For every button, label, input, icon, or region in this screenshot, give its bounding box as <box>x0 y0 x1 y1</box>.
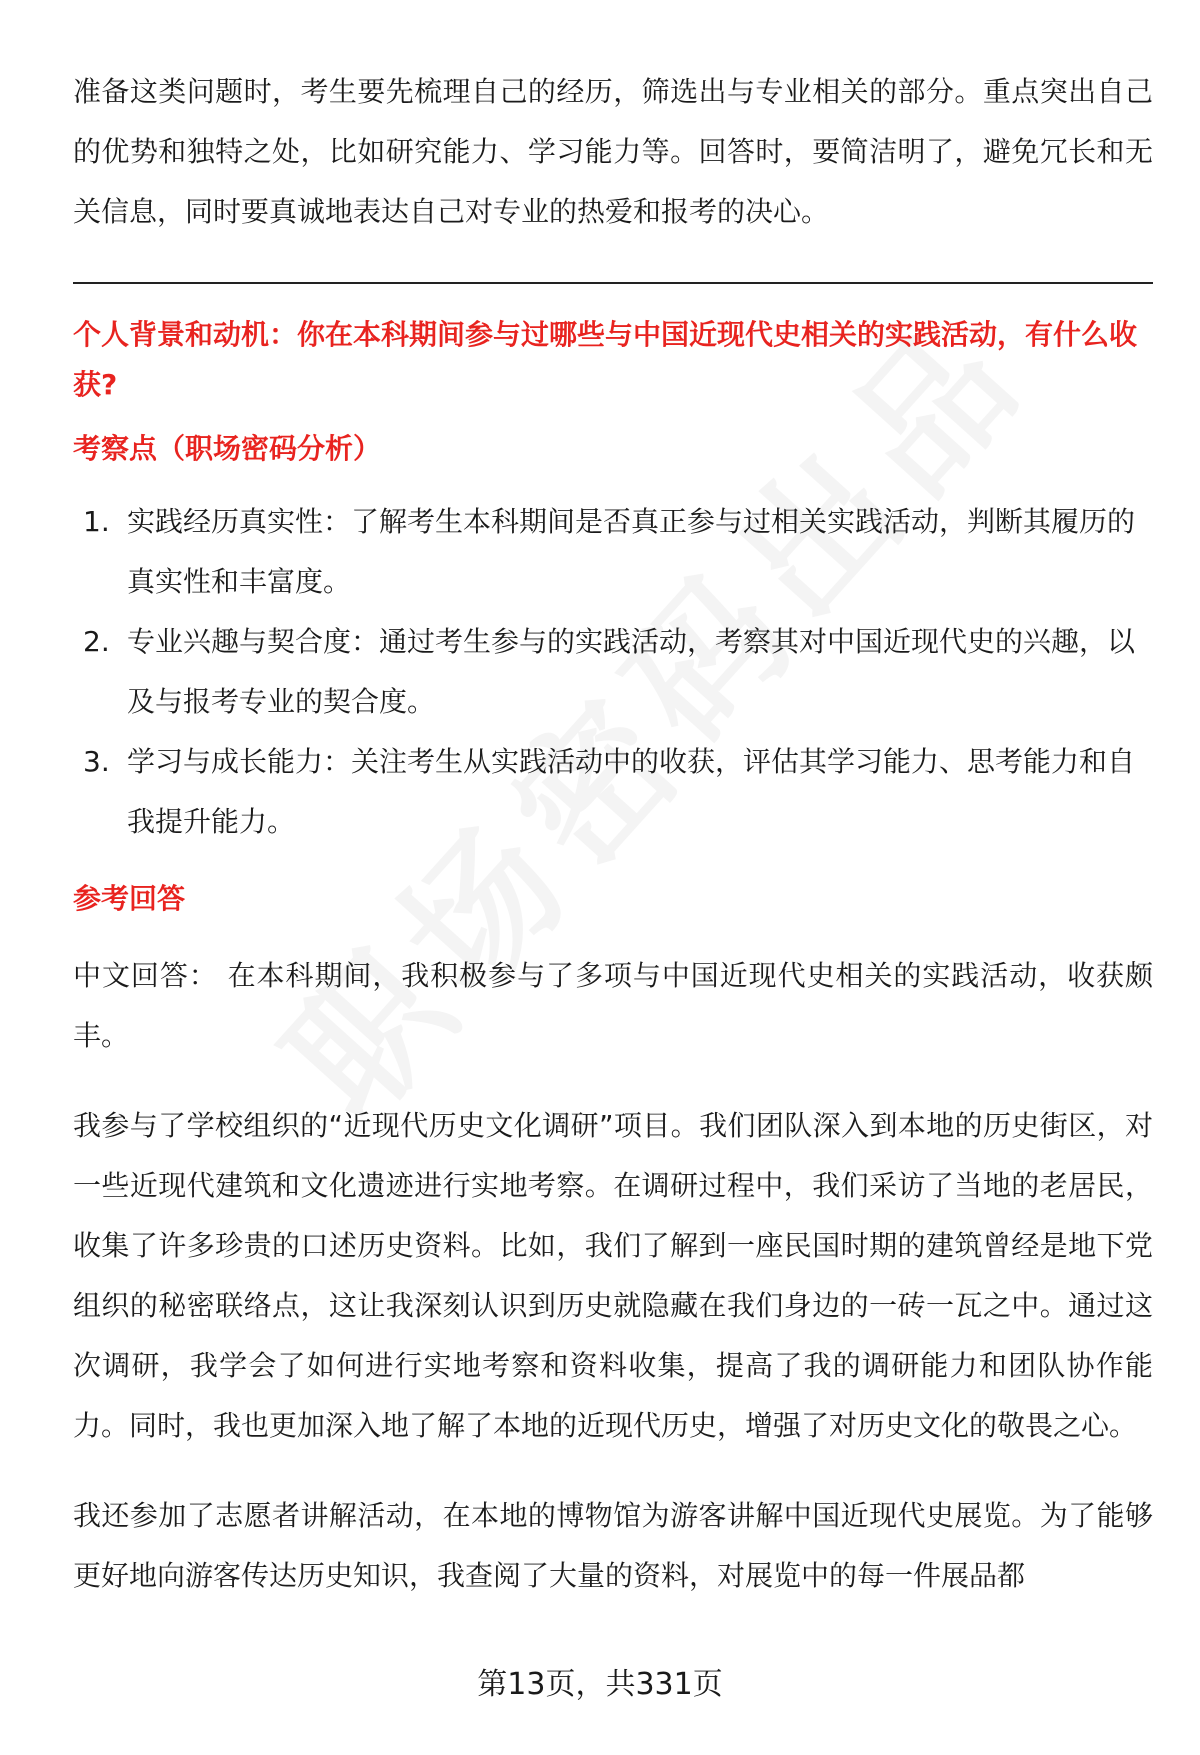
section-divider <box>73 282 1153 284</box>
answer-paragraph: 我还参加了志愿者讲解活动，在本地的博物馆为游客讲解中国近现代史展览。为了能够更好地向游客传达历史知识，我查阅了大量的资料，对展览中的每一件展品都 <box>73 1499 1153 1592</box>
list-item-number: 1. <box>83 505 110 538</box>
analysis-heading: 考察点（职场密码分析） <box>73 432 382 465</box>
list-item-text: 实践经历真实性：了解考生本科期间是否真正参与过相关实践活动，判断其履历的真实性和丰富度。 <box>127 505 1136 598</box>
list-item <box>73 492 1153 612</box>
list-item <box>73 612 1153 732</box>
list-item-text: 专业兴趣与契合度：通过考生参与的实践活动，考察其对中国近现代史的兴趣，以及与报考专业的契合度。 <box>127 625 1136 718</box>
list-item-text: 学习与成长能力：关注考生从实践活动中的收获，评估其学习能力、思考能力和自我提升能力。 <box>127 745 1136 838</box>
answer-paragraph: 中文回答： 在本科期间，我积极参与了多项与中国近现代史相关的实践活动，收获颇丰。 <box>73 959 1153 1052</box>
list-item-number: 2. <box>83 625 110 658</box>
answer-heading: 参考回答 <box>73 882 186 915</box>
question-heading: 个人背景和动机：你在本科期间参与过哪些与中国近现代史相关的实践活动，有什么收获? <box>73 318 1138 401</box>
intro-paragraph: 准备这类问题时，考生要先梳理自己的经历，筛选出与专业相关的部分。重点突出自己的优势和独特之处，比如研究能力、学习能力等。回答时，要简洁明了，避免冗长和无关信息，同时要真诚地表达自己对专业的热爱和报考的决心。 <box>73 75 1153 228</box>
list-item <box>73 732 1153 852</box>
document-page <box>73 62 1153 1606</box>
answer-paragraph: 我参与了学校组织的“近现代历史文化调研”项目。我们团队深入到本地的历史街区，对一些近现代建筑和文化遗迹进行实地考察。在调研过程中，我们采访了当地的老居民，收集了许多珍贵的口述历史资料。比如，我们了解到一座民国时期的建筑曾经是地下党组织的秘密联络点，这让我深刻认识到历史就隐藏在我们身边的一砖一瓦之中。通过这次调研，我学会了如何进行实地考察和资料收集，提高了我的调研能力和团队协作能力。同时，我也更加深入地了解了本地的近现代历史，增强了对历史文化的敬畏之心。 <box>73 1109 1153 1442</box>
list-item-number: 3. <box>83 745 110 778</box>
analysis-points-list <box>73 492 1153 852</box>
page-footer: 第13页，共331页 <box>477 1667 723 1702</box>
